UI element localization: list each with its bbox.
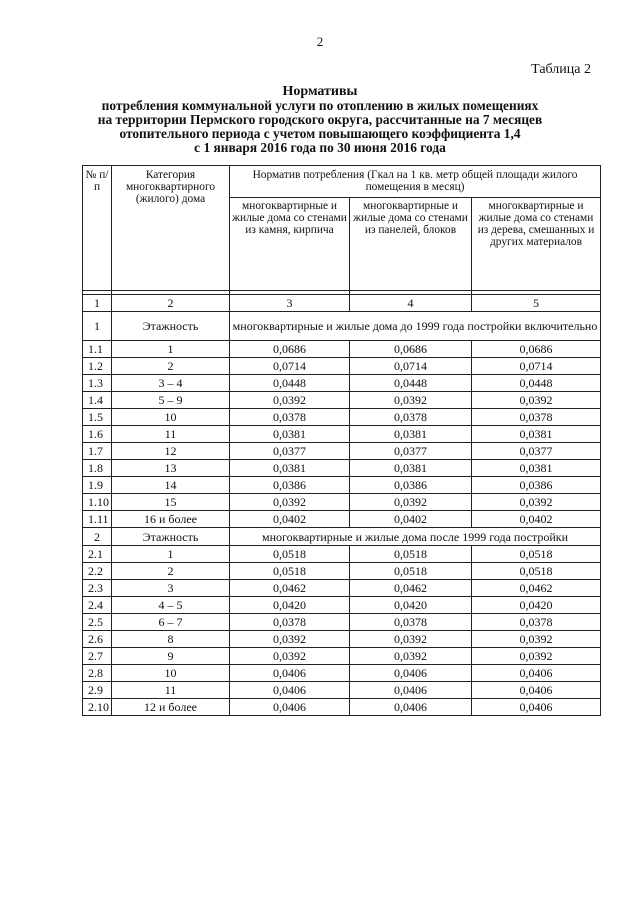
header-col4: многоквартирные и жилые дома со стенами из панелей, блоков — [350, 198, 472, 291]
row-floors: 5 – 9 — [112, 392, 230, 409]
row-number: 1.6 — [83, 426, 112, 443]
column-number: 3 — [230, 295, 350, 312]
heading-line: с 1 января 2016 года по 30 июня 2016 года — [194, 140, 446, 155]
value-stone-brick: 0,0448 — [230, 375, 350, 392]
row-number: 2.9 — [83, 682, 112, 699]
table-row — [83, 699, 601, 716]
heading-line: потребления коммунальной услуги по отоплению в жилых помещениях — [101, 98, 539, 113]
row-floors: 10 — [112, 409, 230, 426]
value-stone-brick: 0,0518 — [230, 563, 350, 580]
section-number: 2 — [83, 528, 112, 546]
row-number: 1.8 — [83, 460, 112, 477]
value-wood-mixed: 0,0714 — [472, 358, 601, 375]
row-number: 1.2 — [83, 358, 112, 375]
page-number: 2 — [316, 34, 324, 49]
value-panel-block: 0,0686 — [350, 341, 472, 358]
table-row — [83, 426, 601, 443]
value-wood-mixed: 0,0377 — [472, 443, 601, 460]
table-row — [83, 443, 601, 460]
row-floors: 2 — [112, 563, 230, 580]
value-stone-brick: 0,0406 — [230, 682, 350, 699]
section-title: многоквартирные и жилые дома после 1999 года постройки — [230, 528, 601, 546]
table-row — [83, 631, 601, 648]
table-row — [83, 682, 601, 699]
row-number: 2.3 — [83, 580, 112, 597]
value-wood-mixed: 0,0392 — [472, 631, 601, 648]
table-row — [83, 546, 601, 563]
value-panel-block: 0,0377 — [350, 443, 472, 460]
value-panel-block: 0,0448 — [350, 375, 472, 392]
row-number: 1.9 — [83, 477, 112, 494]
row-number: 1.3 — [83, 375, 112, 392]
table-row — [83, 614, 601, 631]
table-row — [83, 648, 601, 665]
table-row — [83, 392, 601, 409]
row-floors: 12 — [112, 443, 230, 460]
value-wood-mixed: 0,0462 — [472, 580, 601, 597]
value-panel-block: 0,0381 — [350, 426, 472, 443]
value-panel-block: 0,0518 — [350, 546, 472, 563]
section-category: Этажность — [112, 528, 230, 546]
heading-line: отопительного периода с учетом повышающего коэффициента 1,4 — [119, 126, 521, 141]
section-number: 1 — [83, 312, 112, 341]
value-panel-block: 0,0518 — [350, 563, 472, 580]
row-floors: 13 — [112, 460, 230, 477]
row-floors: 3 — [112, 580, 230, 597]
table-row — [83, 341, 601, 358]
row-number: 1.5 — [83, 409, 112, 426]
row-floors: 12 и более — [112, 699, 230, 716]
table-row — [83, 358, 601, 375]
value-stone-brick: 0,0462 — [230, 580, 350, 597]
value-wood-mixed: 0,0406 — [472, 665, 601, 682]
value-wood-mixed: 0,0386 — [472, 477, 601, 494]
section-category: Этажность — [112, 312, 230, 341]
value-panel-block: 0,0462 — [350, 580, 472, 597]
value-panel-block: 0,0714 — [350, 358, 472, 375]
table-row — [83, 511, 601, 528]
value-panel-block: 0,0402 — [350, 511, 472, 528]
header-category: Категория многоквартирного (жилого) дома — [112, 166, 230, 291]
value-panel-block: 0,0406 — [350, 699, 472, 716]
value-panel-block: 0,0406 — [350, 682, 472, 699]
value-wood-mixed: 0,0381 — [472, 426, 601, 443]
section-header-row — [83, 528, 601, 546]
column-number: 2 — [112, 295, 230, 312]
table-row — [83, 409, 601, 426]
value-stone-brick: 0,0392 — [230, 392, 350, 409]
value-panel-block: 0,0378 — [350, 614, 472, 631]
value-panel-block: 0,0378 — [350, 409, 472, 426]
value-wood-mixed: 0,0381 — [472, 460, 601, 477]
table-label: Таблица 2 — [531, 62, 591, 77]
value-wood-mixed: 0,0448 — [472, 375, 601, 392]
value-stone-brick: 0,0378 — [230, 614, 350, 631]
value-stone-brick: 0,0406 — [230, 699, 350, 716]
value-stone-brick: 0,0518 — [230, 546, 350, 563]
value-stone-brick: 0,0392 — [230, 648, 350, 665]
row-floors: 1 — [112, 341, 230, 358]
value-wood-mixed: 0,0392 — [472, 648, 601, 665]
value-panel-block: 0,0381 — [350, 460, 472, 477]
row-floors: 2 — [112, 358, 230, 375]
value-stone-brick: 0,0686 — [230, 341, 350, 358]
value-stone-brick: 0,0714 — [230, 358, 350, 375]
row-floors: 6 – 7 — [112, 614, 230, 631]
value-stone-brick: 0,0381 — [230, 426, 350, 443]
document-heading — [60, 84, 580, 155]
header-col5: многоквартирные и жилые дома со стенами из дерева, смешанных и других материалов — [472, 198, 601, 291]
value-stone-brick: 0,0420 — [230, 597, 350, 614]
value-wood-mixed: 0,0392 — [472, 494, 601, 511]
table-row — [83, 580, 601, 597]
table-row — [83, 665, 601, 682]
table-header-row — [83, 166, 601, 198]
column-number: 5 — [472, 295, 601, 312]
heading-line: на территории Пермского городского округа, рассчитанные на 7 месяцев — [97, 112, 543, 127]
row-number: 2.5 — [83, 614, 112, 631]
value-wood-mixed: 0,0392 — [472, 392, 601, 409]
value-panel-block: 0,0392 — [350, 392, 472, 409]
value-stone-brick: 0,0378 — [230, 409, 350, 426]
value-panel-block: 0,0386 — [350, 477, 472, 494]
value-wood-mixed: 0,0402 — [472, 511, 601, 528]
table-row — [83, 477, 601, 494]
row-floors: 3 – 4 — [112, 375, 230, 392]
value-stone-brick: 0,0392 — [230, 631, 350, 648]
row-number: 2.6 — [83, 631, 112, 648]
row-floors: 16 и более — [112, 511, 230, 528]
row-number: 1.4 — [83, 392, 112, 409]
table-row — [83, 563, 601, 580]
value-wood-mixed: 0,0378 — [472, 614, 601, 631]
column-number: 4 — [350, 295, 472, 312]
row-number: 1.7 — [83, 443, 112, 460]
value-wood-mixed: 0,0406 — [472, 682, 601, 699]
table-row — [83, 494, 601, 511]
value-wood-mixed: 0,0518 — [472, 546, 601, 563]
section-header-row — [83, 312, 601, 341]
row-number: 1.10 — [83, 494, 112, 511]
row-number: 1.11 — [83, 511, 112, 528]
row-floors: 10 — [112, 665, 230, 682]
header-norm: Норматив потребления (Гкал на 1 кв. метр общей площади жилого помещения в месяц) — [230, 166, 601, 198]
value-wood-mixed: 0,0686 — [472, 341, 601, 358]
table-row — [83, 375, 601, 392]
row-number: 2.7 — [83, 648, 112, 665]
value-stone-brick: 0,0386 — [230, 477, 350, 494]
value-wood-mixed: 0,0420 — [472, 597, 601, 614]
row-number: 2.8 — [83, 665, 112, 682]
value-stone-brick: 0,0377 — [230, 443, 350, 460]
value-panel-block: 0,0406 — [350, 665, 472, 682]
header-col3: многоквартирные и жилые дома со стенами из камня, кирпича — [230, 198, 350, 291]
row-floors: 9 — [112, 648, 230, 665]
value-stone-brick: 0,0402 — [230, 511, 350, 528]
table-row — [83, 460, 601, 477]
column-numbers-row — [83, 295, 601, 312]
row-number: 2.1 — [83, 546, 112, 563]
value-panel-block: 0,0392 — [350, 494, 472, 511]
row-floors: 11 — [112, 682, 230, 699]
norms-table — [82, 165, 601, 716]
value-stone-brick: 0,0381 — [230, 460, 350, 477]
row-floors: 4 – 5 — [112, 597, 230, 614]
value-wood-mixed: 0,0378 — [472, 409, 601, 426]
row-number: 2.10 — [83, 699, 112, 716]
table-row — [83, 597, 601, 614]
value-wood-mixed: 0,0406 — [472, 699, 601, 716]
heading-title: Нормативы — [282, 84, 358, 99]
row-floors: 1 — [112, 546, 230, 563]
value-panel-block: 0,0420 — [350, 597, 472, 614]
header-no: № п/п — [83, 166, 112, 291]
row-floors: 14 — [112, 477, 230, 494]
row-number: 2.4 — [83, 597, 112, 614]
value-wood-mixed: 0,0518 — [472, 563, 601, 580]
row-floors: 15 — [112, 494, 230, 511]
value-stone-brick: 0,0406 — [230, 665, 350, 682]
section-title: многоквартирные и жилые дома до 1999 года постройки включительно — [230, 312, 601, 341]
column-number: 1 — [83, 295, 112, 312]
value-stone-brick: 0,0392 — [230, 494, 350, 511]
value-panel-block: 0,0392 — [350, 631, 472, 648]
value-panel-block: 0,0392 — [350, 648, 472, 665]
row-floors: 8 — [112, 631, 230, 648]
row-number: 2.2 — [83, 563, 112, 580]
row-floors: 11 — [112, 426, 230, 443]
row-number: 1.1 — [83, 341, 112, 358]
